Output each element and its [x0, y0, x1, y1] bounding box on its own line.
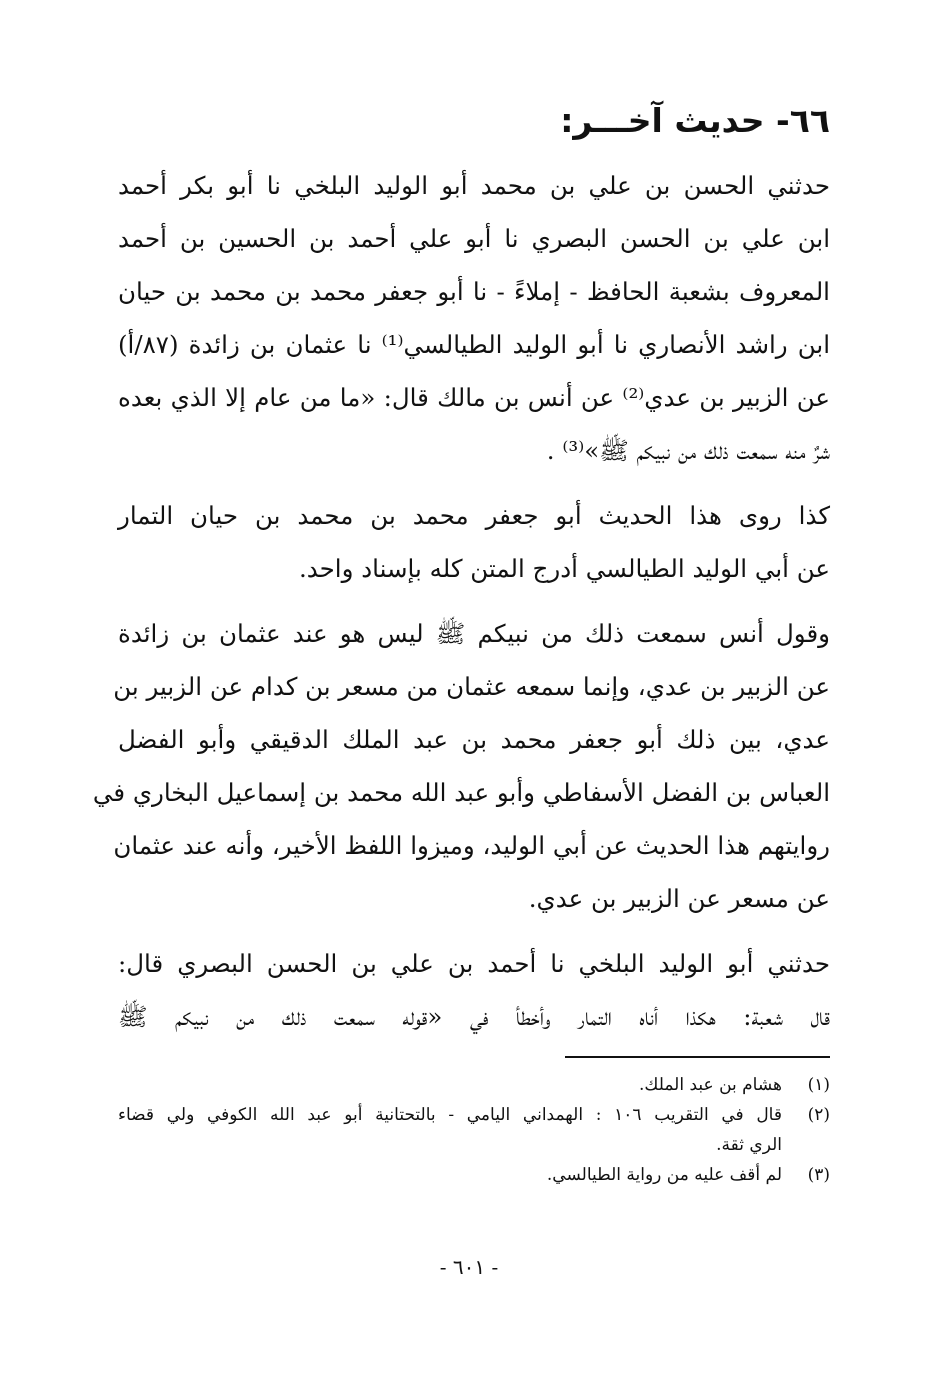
- text-line: عدي، بين ذلك أبو جعفر محمد بن عبد الملك الدقيقي وأبو الفضل: [118, 725, 830, 754]
- text-line: عن مسعر عن الزبير بن عدي.: [528, 884, 830, 913]
- text-line: عن الزبير بن عدي، وإنما سمعه عثمان من مسعر بن كدام عن الزبير بن: [113, 672, 830, 701]
- footnote-number: (١): [807, 1075, 830, 1095]
- text-line: العباس بن الفضل الأسفاطي وأبو عبد الله محمد بن إسماعيل البخاري في: [92, 778, 830, 807]
- paragraph-3: [92, 607, 830, 925]
- footnote-divider: [565, 1056, 830, 1058]
- text-line: روايتهم هذا الحديث عن أبي الوليد، وميزوا اللفظ الأخير، وأنه عند عثمان: [113, 831, 830, 860]
- footnote-1: [118, 1070, 830, 1100]
- text-line: ابن راشد الأنصاري نا أبو الوليد الطيالسي⁽¹⁾ نا عثمان بن زائدة (٨٧/أ): [118, 330, 830, 359]
- text-line: وقول أنس سمعت ذلك من نبيكم ﷺ ليس هو عند عثمان بن زائدة: [118, 619, 830, 648]
- text-line: حدثني الحسن بن علي بن محمد أبو الوليد البلخي نا أبو بكر أحمد: [118, 171, 830, 200]
- footnotes: [118, 1070, 830, 1190]
- text-line: كذا روى هذا الحديث أبو جعفر محمد بن محمد بن حيان التمار: [118, 501, 830, 530]
- paragraph-4: [118, 937, 830, 1043]
- text-line: شرٌ منه سمعت ذلك من نبيكم ﷺ»⁽³⁾ .: [546, 436, 830, 465]
- page-number: - ٦٠١ -: [439, 1255, 499, 1279]
- text-line: المعروف بشعبة الحافظ - إملاءً - نا أبو جعفر محمد بن محمد بن حيان: [118, 277, 830, 306]
- footnote-text: هشام بن عبد الملك.: [638, 1075, 782, 1095]
- paragraph-1: [118, 159, 830, 477]
- footnote-text: لم أقف عليه من رواية الطيالسي.: [546, 1165, 782, 1185]
- footnote-number: (٣): [807, 1165, 830, 1185]
- section-heading: ٦٦- حديث آخـــر:: [560, 101, 830, 140]
- footnote-number: (٢): [807, 1105, 830, 1125]
- text-line: عن أبي الوليد الطيالسي أدرج المتن كله بإسناد واحد.: [299, 554, 830, 583]
- paragraph-2: [118, 489, 830, 595]
- text-line: عن الزبير بن عدي⁽²⁾ عن أنس بن مالك قال: «ما من عام إلا الذي بعده: [118, 383, 830, 412]
- footnote-text: قال في التقريب ١٠٦ : الهمداني اليامي - بالتحتانية أبو عبد الله الكوفي ولي قضاء: [118, 1105, 782, 1125]
- footnote-2: [118, 1100, 830, 1160]
- text-line: ابن علي بن الحسن البصري نا أبو علي أحمد بن الحسين بن أحمد: [118, 224, 830, 253]
- footnote-3: [118, 1160, 830, 1190]
- text-line: قال شعبة: هكذا أناه التمار وأخطأ في «قوله سمعت ذلك من نبيكم ﷺ: [118, 1002, 830, 1031]
- page-body: [92, 95, 830, 1055]
- text-line: حدثني أبو الوليد البلخي نا أحمد بن علي بن الحسن البصري قال:: [118, 949, 830, 978]
- footnote-text: الري ثقة.: [716, 1135, 782, 1155]
